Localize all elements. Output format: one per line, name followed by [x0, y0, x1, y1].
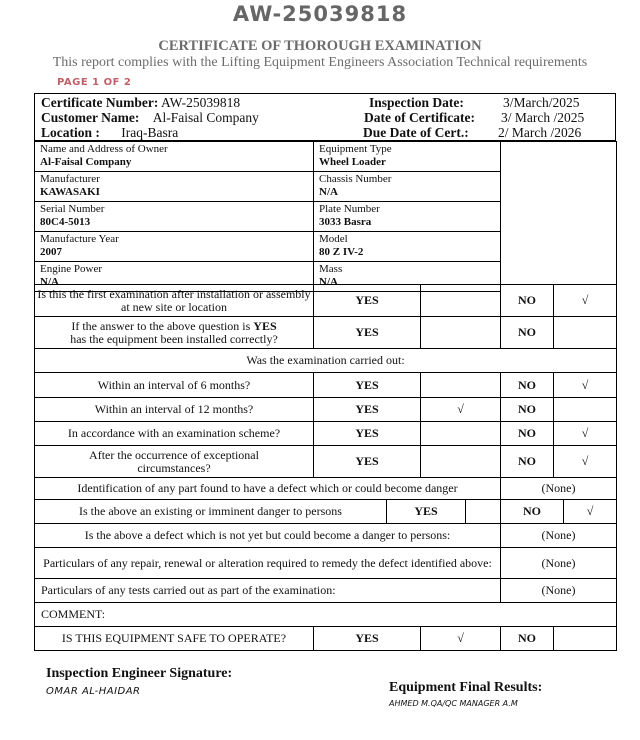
future-danger-answer: (None)	[501, 524, 617, 548]
blank-cell	[501, 172, 617, 202]
customer-name-label: Customer Name:	[41, 110, 140, 125]
blank-cell	[501, 142, 617, 172]
yes-tick-cell: √	[421, 627, 501, 651]
yes-cell: YES	[314, 627, 421, 651]
examination-scheme-question: In accordance with an examination scheme?	[35, 422, 314, 446]
chassis-label: Chassis Number	[319, 173, 392, 185]
yes-cell: YES	[314, 422, 421, 446]
defect-identification-question: Identification of any part found to have a defect which or could become danger	[35, 478, 501, 500]
yes-cell: YES	[314, 285, 421, 317]
equipment-type-value: Wheel Loader	[319, 156, 386, 168]
yes-tick-cell	[466, 500, 501, 524]
mass-value: N/A	[319, 276, 338, 288]
manufacture-year-value: 2007	[40, 246, 62, 258]
engine-power-label: Engine Power	[40, 263, 103, 275]
imminent-danger-table	[34, 499, 617, 524]
yes-tick-cell	[421, 285, 501, 317]
examination-carried-out-heading: Was the examination carried out:	[35, 349, 617, 373]
equipment-info-table	[34, 141, 617, 292]
yes-tick-cell: √	[421, 398, 501, 422]
no-cell: NO	[501, 398, 554, 422]
defect-identification-table	[34, 477, 617, 500]
plate-value: 3033 Basra	[319, 216, 372, 228]
manufacturer-cell	[35, 172, 314, 202]
table-row	[35, 627, 617, 651]
serial-value: 80C4-5013	[40, 216, 91, 228]
table-row	[35, 500, 617, 524]
certificate-title: CERTIFICATE OF THOROUGH EXAMINATION	[158, 38, 482, 54]
no-tick-cell	[554, 317, 617, 349]
table-row	[35, 548, 617, 579]
manufacture-year-cell	[35, 232, 314, 262]
no-tick-cell: √	[554, 373, 617, 398]
inspection-date-label: Inspection Date:	[369, 95, 464, 110]
defect-identification-answer: (None)	[501, 478, 617, 500]
plate-cell	[314, 202, 501, 232]
yes-tick-cell	[421, 422, 501, 446]
customer-line	[41, 110, 259, 125]
document-number-stamp: AW-25039818	[232, 2, 408, 26]
chassis-cell	[314, 172, 501, 202]
location-label: Location :	[41, 125, 100, 140]
comment-table	[34, 602, 617, 627]
no-cell: NO	[501, 373, 554, 398]
no-cell: NO	[501, 422, 554, 446]
location-line	[41, 125, 178, 140]
model-label: Model	[319, 233, 348, 245]
installed-correctly-question: If the answer to the above question is YES has the equipment been installed correctly?	[35, 317, 314, 349]
location-value: Iraq-Basra	[121, 125, 179, 140]
no-tick-cell: √	[564, 500, 617, 524]
serial-label: Serial Number	[40, 203, 105, 215]
table-row	[35, 317, 617, 349]
future-danger-question: Is the above a defect which is not yet but could become a danger to persons:	[35, 524, 501, 548]
due-date-value: 2/ March /2026	[498, 125, 582, 140]
first-exam-question: Is this the first examination after installation or assembly at new site or location	[35, 285, 314, 317]
first-exam-table	[34, 284, 617, 478]
yes-cell: YES	[314, 317, 421, 349]
safe-to-operate-question: IS THIS EQUIPMENT SAFE TO OPERATE?	[35, 627, 314, 651]
no-tick-cell	[554, 627, 617, 651]
table-row	[35, 142, 617, 172]
plate-label: Plate Number	[319, 203, 380, 215]
imminent-danger-question: Is the above an existing or imminent danger to persons	[35, 500, 387, 524]
safe-to-operate-table	[34, 626, 617, 651]
yes-tick-cell	[421, 373, 501, 398]
final-results-label: Equipment Final Results:	[389, 680, 543, 695]
page-indicator: PAGE 1 OF 2	[57, 77, 132, 88]
owner-label: Name and Address of Owner	[40, 143, 168, 155]
yes-tick-cell	[421, 446, 501, 478]
inspection-date-value: 3/March/2025	[503, 95, 580, 110]
engineer-signature: OMAR AL-HAIDAR	[46, 686, 141, 697]
certificate-number-label: Certificate Number:	[41, 95, 159, 110]
engine-power-value: N/A	[40, 276, 59, 288]
yes-cell: YES	[314, 398, 421, 422]
customer-name-value: Al-Faisal Company	[152, 110, 259, 125]
no-cell: NO	[501, 285, 554, 317]
yes-cell: YES	[314, 446, 421, 478]
exceptional-circumstances-question: After the occurrence of exceptional circumstances?	[35, 446, 314, 478]
blank-cell	[501, 232, 617, 262]
certificate-number-value: AW-25039818	[160, 95, 241, 110]
table-row	[35, 172, 617, 202]
no-cell: NO	[501, 500, 564, 524]
table-row	[35, 524, 617, 548]
manufacturer-label: Manufacturer	[40, 173, 100, 185]
repair-particulars-answer: (None)	[501, 548, 617, 579]
model-cell	[314, 232, 501, 262]
manufacturer-value: KAWASAKI	[40, 186, 100, 198]
table-row	[35, 446, 617, 478]
table-row	[35, 579, 617, 603]
certificate-header-box	[34, 93, 616, 141]
manufacture-year-label: Manufacture Year	[40, 233, 119, 245]
table-row	[35, 373, 617, 398]
blank-cell	[501, 202, 617, 232]
equipment-type-cell	[314, 142, 501, 172]
no-tick-cell: √	[554, 285, 617, 317]
interval-12-months-question: Within an interval of 12 months?	[35, 398, 314, 422]
owner-value: Al-Faisal Company	[40, 156, 132, 168]
tests-particulars-answer: (None)	[501, 579, 617, 603]
certificate-subtitle: This report complies with the Lifting Equipment Engineers Association Technical requirements	[52, 55, 588, 70]
chassis-value: N/A	[319, 186, 338, 198]
table-row	[35, 422, 617, 446]
no-tick-cell	[554, 398, 617, 422]
no-tick-cell: √	[554, 422, 617, 446]
no-cell: NO	[501, 446, 554, 478]
serial-cell	[35, 202, 314, 232]
engineer-signature-label: Inspection Engineer Signature:	[46, 666, 233, 681]
yes-cell: YES	[314, 373, 421, 398]
certificate-date-label: Date of Certificate:	[364, 110, 475, 125]
table-row	[35, 285, 617, 317]
table-row	[35, 398, 617, 422]
certificate-date-value: 3/ March /2025	[501, 110, 585, 125]
particulars-table	[34, 523, 617, 603]
tests-particulars-question: Particulars of any tests carried out as part of the examination:	[35, 579, 501, 603]
no-tick-cell: √	[554, 446, 617, 478]
comment-field: COMMENT:	[35, 603, 617, 627]
mass-label: Mass	[319, 263, 343, 275]
table-row	[35, 349, 617, 373]
interval-6-months-question: Within an interval of 6 months?	[35, 373, 314, 398]
due-date-label: Due Date of Cert.:	[363, 125, 469, 140]
owner-cell	[35, 142, 314, 172]
final-results-signature: AHMED M.QA/QC MANAGER A.M	[389, 699, 518, 708]
repair-particulars-question: Particulars of any repair, renewal or alteration required to remedy the defect identified above:	[35, 548, 501, 579]
yes-tick-cell	[421, 317, 501, 349]
model-value: 80 Z IV-2	[319, 246, 364, 258]
certificate-number-line	[41, 95, 240, 110]
equipment-type-label: Equipment Type	[319, 143, 392, 155]
table-row	[35, 232, 617, 262]
no-cell: NO	[501, 317, 554, 349]
table-row	[35, 603, 617, 627]
yes-cell: YES	[387, 500, 466, 524]
no-cell: NO	[501, 627, 554, 651]
table-row	[35, 478, 617, 500]
table-row	[35, 202, 617, 232]
